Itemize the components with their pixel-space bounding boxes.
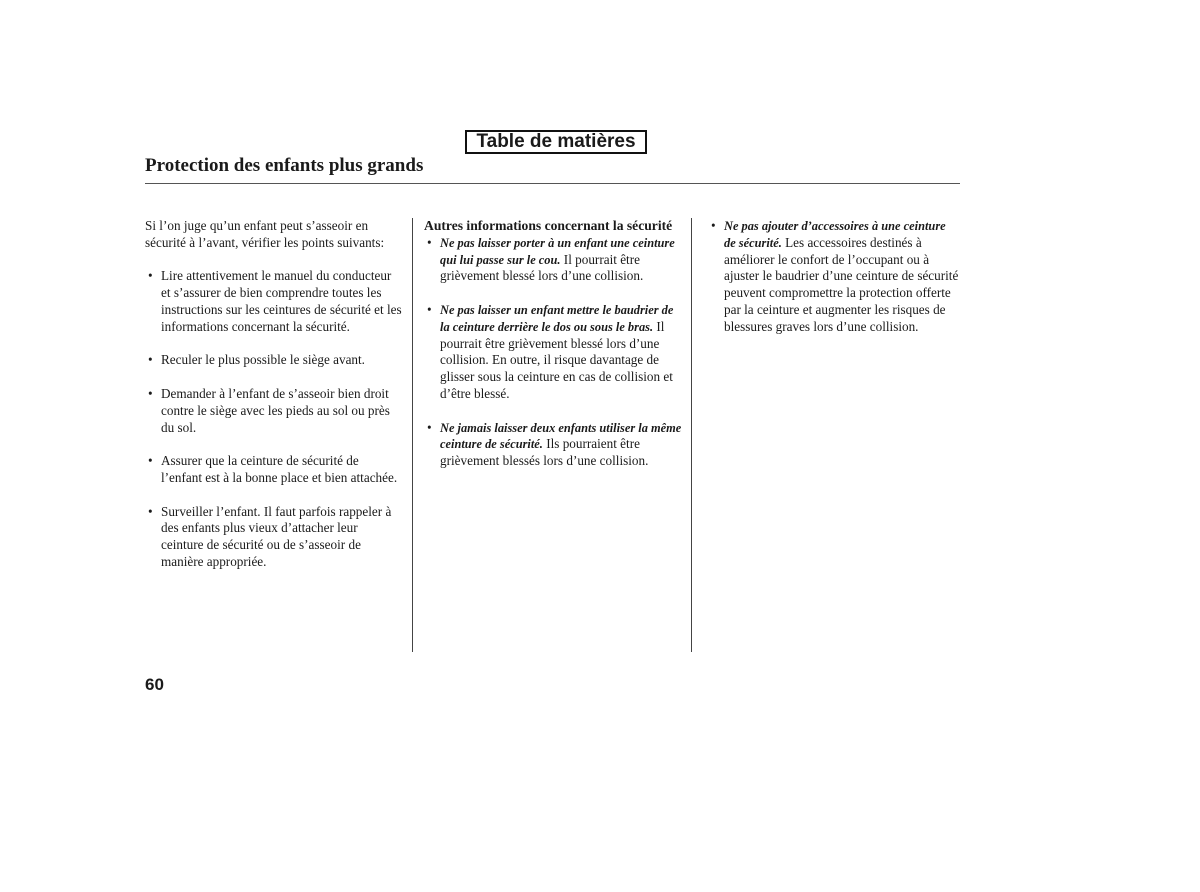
warning-lead: Ne pas laisser un enfant mettre le baudrier de la ceinture derrière le dos ou sous le bras. — [440, 302, 674, 334]
list-item — [145, 352, 403, 369]
safety-list — [424, 235, 682, 470]
list-item-text: Il pourrait être grièvement blessé lors d’une collision. — [440, 251, 644, 284]
list-item — [424, 420, 682, 470]
section-heading: Autres informations concernant la sécurité — [424, 218, 673, 233]
accessory-list — [708, 218, 960, 336]
bullet-icon: • — [427, 234, 432, 250]
list-item — [424, 235, 682, 285]
list-item — [145, 504, 403, 571]
list-item-text: Il pourrait être grièvement blessé lors d’une collision. En outre, il risque davantage de glisser sous la ceinture en cas de collision et d’être blessé. — [440, 318, 673, 401]
list-item — [424, 302, 682, 403]
bullet-icon: • — [427, 419, 432, 435]
list-item — [145, 386, 403, 436]
warning-lead: Ne pas ajouter d’accessoires à une ceinture de sécurité. — [724, 219, 946, 250]
bullet-icon: • — [148, 268, 153, 284]
column-divider — [412, 218, 413, 652]
warning-lead: Ne jamais laisser deux enfants utiliser la même ceinture de sécurité. — [440, 420, 682, 452]
list-item-text: Les accessoires destinés à améliorer le confort de l’occupant ou à ajuster le baudrier d’une ceinture de sécurité peuvent compromettre la protection offerte par la ceinture et augmenter les risques de blessures graves lors d’une collision. — [724, 234, 959, 334]
list-item-text: Lire attentivement le manuel du conducteur et s’assurer de bien comprendre toutes les instructions sur les ceintures de sécurité et les informations concernant la sécurité. — [161, 268, 402, 334]
list-item-text: Ils pourraient être grièvement blessés lors d’une collision. — [440, 436, 649, 469]
page-title: Protection des enfants plus grands — [145, 155, 424, 176]
table-of-contents-button[interactable]: Table de matières — [465, 130, 647, 154]
column-divider — [691, 218, 692, 652]
list-item — [145, 453, 403, 487]
bullet-icon: • — [148, 385, 153, 401]
bullet-icon: • — [711, 218, 716, 233]
column-2 — [424, 218, 682, 487]
intro-text: Si l’on juge qu’un enfant peut s’asseoir en sécurité à l’avant, vérifier les points suivants: — [145, 218, 385, 250]
list-item-text: Surveiller l’enfant. Il faut parfois rappeler à des enfants plus vieux d’attacher leur ceinture de sécurité ou de s’asseoir de manière appropriée. — [161, 503, 392, 569]
list-item — [145, 268, 403, 335]
list-item-text: Demander à l’enfant de s’asseoir bien droit contre le siège avec les pieds au sol ou près du sol. — [161, 385, 390, 435]
page-number: 60 — [145, 675, 164, 694]
bullet-icon: • — [427, 301, 432, 317]
checklist — [145, 268, 403, 570]
list-item-text: Reculer le plus possible le siège avant. — [161, 352, 365, 368]
column-3 — [708, 218, 960, 352]
list-item — [708, 218, 960, 336]
title-divider — [145, 183, 960, 184]
bullet-icon: • — [148, 352, 153, 368]
warning-lead: Ne pas laisser porter à un enfant une ceinture qui lui passe sur le cou. — [440, 235, 675, 267]
list-item-text: Assurer que la ceinture de sécurité de l’enfant est à la bonne place et bien attachée. — [161, 453, 398, 485]
bullet-icon: • — [148, 503, 153, 519]
column-1 — [145, 218, 403, 588]
bullet-icon: • — [148, 453, 153, 469]
